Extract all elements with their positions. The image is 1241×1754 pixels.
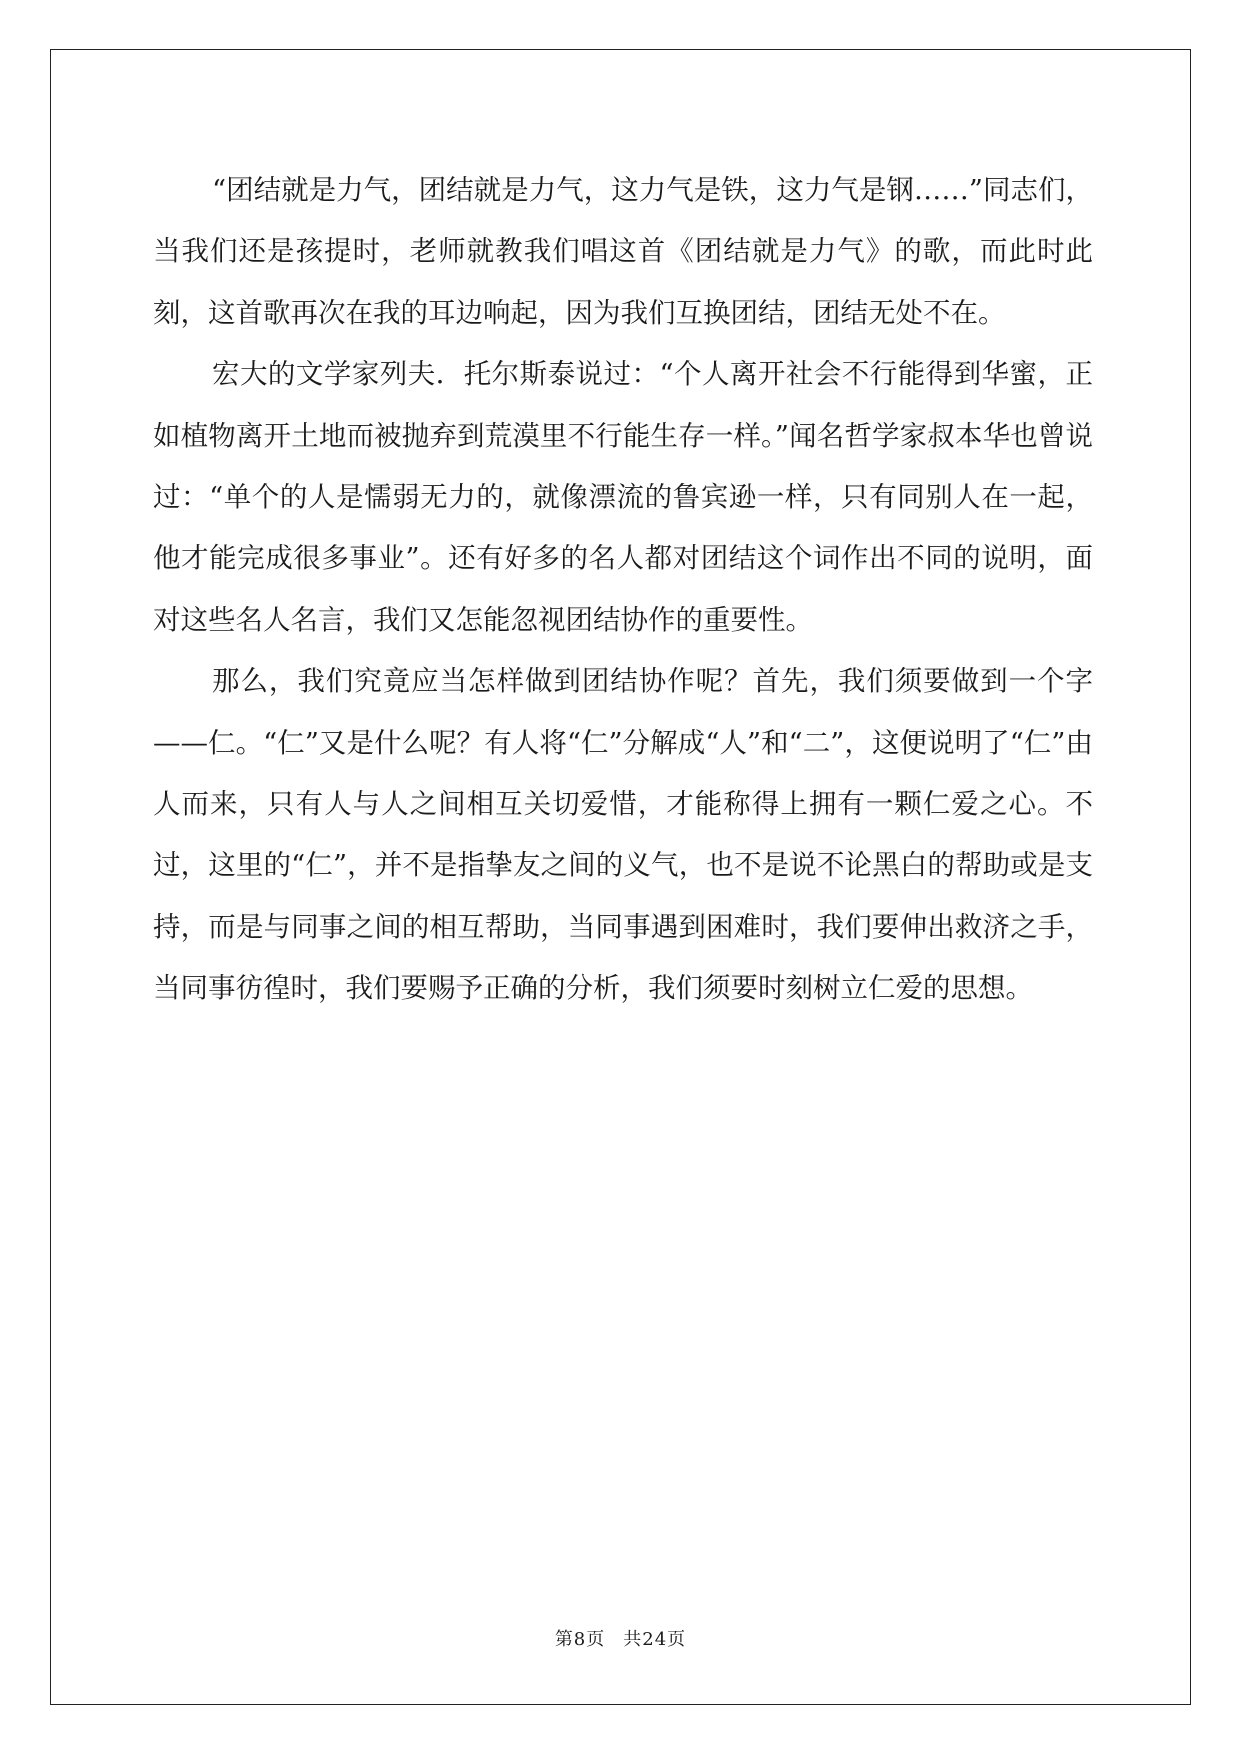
- total-pages: 共24页: [623, 1629, 687, 1650]
- page-number: 第8页: [554, 1629, 606, 1650]
- paragraph-3: 那么，我们究竟应当怎样做到团结协作呢？首先，我们须要做到一个字——仁。“仁”又是什么呢？有人将“仁”分解成“人”和“二”，这便说明了“仁”由人而来，只有人与人之间相互关切爱惜，才能称得上拥有一颗仁爱之心。不过，这里的“仁”，并不是指挚友之间的义气，也不是说不论黑白的帮助或是支持，而是与同事之间的相互帮助，当同事遇到困难时，我们要伸出救济之手，当同事彷徨时，我们要赐予正确的分析，我们须要时刻树立仁爱的思想。: [153, 665, 1093, 1005]
- page-footer: [0, 1625, 1241, 1651]
- document-body: [153, 160, 1093, 1020]
- paragraph-1: “团结就是力气，团结就是力气，这力气是铁，这力气是钢……”同志们，当我们还是孩提时，老师就教我们唱这首《团结就是力气》的歌，而此时此刻，这首歌再次在我的耳边响起，因为我们互换团结，团结无处不在。: [153, 174, 1093, 329]
- paragraph-2: 宏大的文学家列夫．托尔斯泰说过：“个人离开社会不行能得到华蜜，正如植物离开土地而被抛弃到荒漠里不行能生存一样。”闻名哲学家叔本华也曾说过：“单个的人是懦弱无力的，就像漂流的鲁宾逊一样，只有同别人在一起，他才能完成很多事业”。还有好多的名人都对团结这个词作出不同的说明，面对这些名人名言，我们又怎能忽视团结协作的重要性。: [153, 358, 1093, 636]
